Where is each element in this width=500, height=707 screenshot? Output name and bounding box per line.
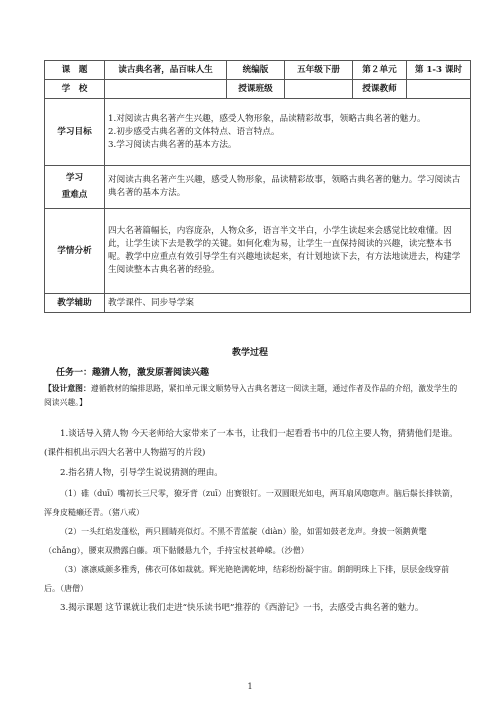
class-value [285, 80, 353, 99]
quote-1: （1）碓（duī）嘴初长三尺零，獠牙背（zuī）出赛银钉。一双圆眼光如电，两耳扇风唿唿声。脑后鬃长排铁箭，浑身皮糙癞还青。（猪八戒） [44, 489, 458, 517]
quote-3: （3）凛凛威颜多雅秀，佛衣可体如裁就。辉光艳艳满乾坤，结彩纷纷凝宇宙。朗朗明珠上下排，层层金线穿前后。（唐僧） [44, 565, 450, 593]
goal-item: 2.初步感受古典名著的文体特点、语言特点。 [108, 126, 280, 137]
design-intent [44, 382, 464, 410]
aids-label: 教学辅助 [45, 294, 105, 313]
goal-item: 1.对阅读古典名著产生兴趣，感受人物形象，品读精彩故事，领略古典名著的魅力。 [108, 113, 426, 124]
situation-label: 学情分析 [45, 209, 105, 294]
goal-item: 3.学习阅读古典名著的基本方法。 [108, 139, 237, 150]
lesson-topic: 读古典名著，品百味人生 [105, 61, 227, 80]
unit-number: 第２单元 [353, 61, 407, 80]
situation-content: 四大名著篇幅长，内容庞杂，人物众多，语言半文半白，小学生读起来会感觉比较难懂。因此，让学生读下去是教学的关键。如何化难为易，让学生一直保持阅读的兴趣，读完整本书呢。教学中应重点有效引导学生有兴趣地读起来，有计划地读下去，有方法地读进去，构建学生阅读整本古典名著的经验。 [105, 209, 471, 294]
goals-label: 学习目标 [45, 99, 105, 166]
lesson-info-table [44, 60, 471, 313]
process-title: 教学过程 [231, 348, 268, 358]
key-points-label [45, 166, 105, 209]
page-number: 1 [247, 682, 253, 691]
aids-content: 教学课件、同步导学案 [105, 294, 471, 313]
key-label-line2: 重难点 [61, 190, 88, 200]
design-intent-text: 遵循教材的编排思路，紧扣单元课文顺势导入古典名著这一阅读主题，通过作者及作品的介绍，激发学生的阅读兴趣。】 [44, 384, 458, 407]
table-row [45, 166, 471, 209]
table-row [45, 99, 471, 166]
lesson-periods: 第 1-3 课时 [407, 61, 471, 80]
task-heading: 任务一：趣猜人物，激发原著阅读兴趣 [56, 368, 210, 378]
goals-content [105, 99, 471, 166]
grade-volume: 五年级下册 [285, 61, 353, 80]
step-3-paragraph: 3.揭示课题 这节课就让我们走进“快乐读书吧”推荐的《西游记》一书，去感受古典名著的魅力。 [60, 603, 424, 613]
key-label-line1: 学习 [65, 173, 84, 183]
key-points-content: 对阅读古典名著产生兴趣，感受人物形象，品读精彩故事，领略古典名著的魅力。学习阅读古典名著的基本方法。 [105, 166, 471, 209]
class-label: 授课班级 [227, 80, 285, 99]
quote-2: （2）一头红焰发蓬松，两只圆睛亮似灯。不黑不青蓝靛（diàn）脸，如雷如鼓老龙声。身披一领鹅黄氅（chǎng），腰束双攒露白藤。项下骷髅悬九个，手持宝杖甚峥嵘。（沙僧） [44, 527, 427, 555]
table-row [45, 294, 471, 313]
table-row [45, 61, 471, 80]
school-value [105, 80, 227, 99]
design-intent-label: 【设计意图： [44, 384, 91, 393]
school-label: 学 校 [45, 80, 105, 99]
step-1-paragraph: 1.谈话导入猜人物 今天老师给大家带来了一本书，让我们一起看看书中的几位主要人物，猜猜他们是谁。(课件相机出示四大名著中人物描写的片段) [44, 429, 458, 458]
table-row [45, 80, 471, 99]
teacher-label: 授课教师 [353, 80, 407, 99]
subject-label: 课 题 [45, 61, 105, 80]
teacher-value [407, 80, 471, 99]
step-2-paragraph: 2.指名猜人物，引导学生说说猜测的理由。 [60, 468, 223, 478]
table-row [45, 209, 471, 294]
textbook-edition: 统编版 [227, 61, 285, 80]
